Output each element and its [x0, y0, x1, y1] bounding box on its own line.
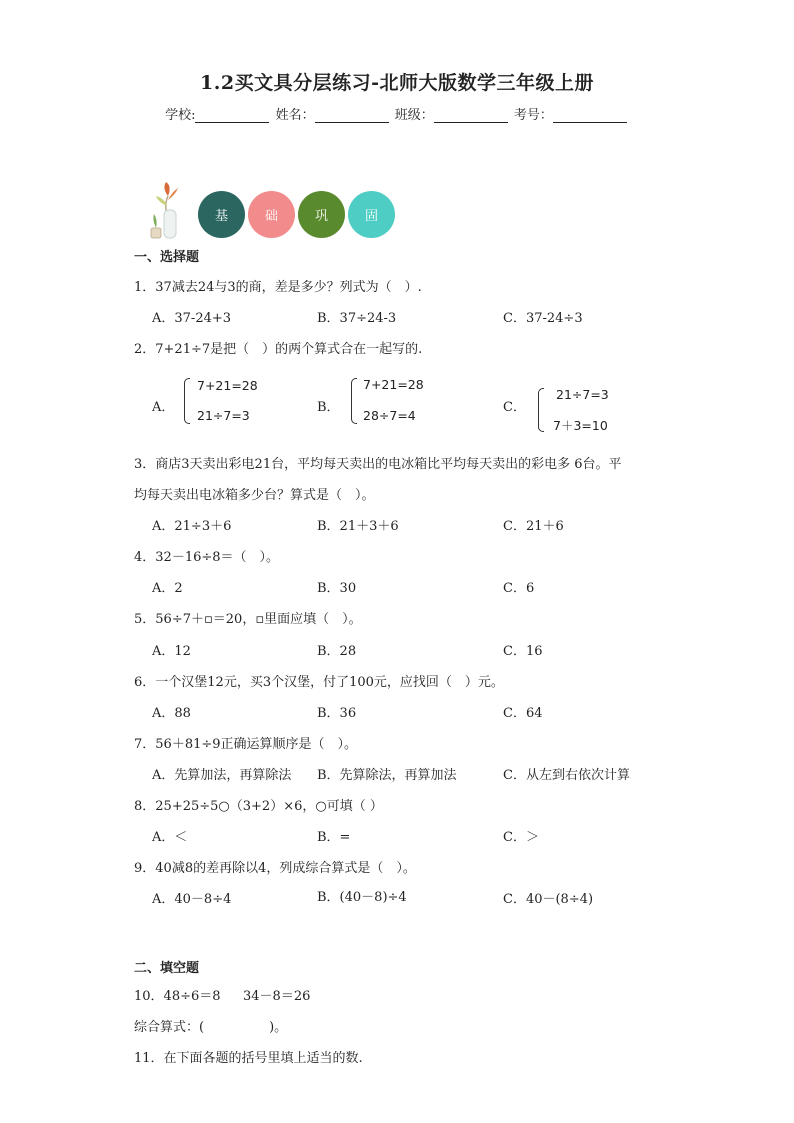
q2-c-eq1: 21÷7=3 — [556, 387, 609, 402]
q5-option-c[interactable]: C．16 — [503, 644, 543, 659]
q2-b-eq1: 7+21=28 — [363, 377, 424, 392]
q1-option-a[interactable]: A．37-24+3 — [152, 311, 232, 326]
q8-option-a[interactable]: A．＜ — [152, 830, 188, 845]
badge-chu: 础 — [248, 191, 295, 238]
question-3-line1: 3．商店3天卖出彩电21台，平均每天卖出的电冰箱比平均每天卖出的彩电多 6台。平 — [134, 457, 622, 472]
question-8: 8．25+25÷5○（3+2）×6，○可填（ ） — [134, 799, 383, 814]
badge-gu: 固 — [348, 191, 395, 238]
q7-option-c[interactable]: C．从左到右依次计算 — [503, 768, 630, 783]
badge-gong: 巩 — [298, 191, 345, 238]
name-blank[interactable] — [315, 108, 389, 123]
q5-option-a[interactable]: A．12 — [152, 644, 191, 659]
q9-option-b[interactable]: B．(40－8)÷4 — [317, 890, 407, 905]
q2-a-brace — [184, 378, 190, 424]
q1-option-c[interactable]: C．37-24÷3 — [503, 311, 583, 326]
q2-c-eq2: 7＋3=10 — [553, 418, 608, 433]
name-label: 姓名： — [275, 108, 315, 123]
student-info-line — [0, 104, 794, 123]
q4-option-b[interactable]: B．30 — [317, 581, 357, 596]
q7-option-a[interactable]: A．先算加法，再算除法 — [152, 768, 292, 783]
school-blank[interactable] — [195, 108, 269, 123]
q3-option-c[interactable]: C．21＋6 — [503, 519, 564, 534]
class-label: 班级： — [394, 108, 434, 123]
q2-a-eq2: 21÷7=3 — [197, 408, 250, 423]
q2-b-brace — [351, 378, 357, 424]
id-label: 考号： — [513, 108, 553, 123]
q2-c-brace — [538, 388, 544, 432]
q9-option-a[interactable]: A．40－8÷4 — [152, 892, 232, 907]
badge-ji: 基 — [198, 191, 245, 238]
q3-option-b[interactable]: B．21＋3＋6 — [317, 519, 399, 534]
q4-option-a[interactable]: A．2 — [152, 581, 183, 596]
question-1: 1．37减去24与3的商，差是多少？列式为（ ）. — [134, 280, 422, 295]
q2-b-eq2: 28÷7=4 — [363, 408, 416, 423]
q6-option-a[interactable]: A．88 — [152, 706, 191, 721]
page-title: 1.2买文具分层练习-北师大版数学三年级上册 — [200, 72, 594, 94]
q2-a-eq1: 7+21=28 — [197, 378, 258, 393]
q5-option-b[interactable]: B．28 — [317, 644, 357, 659]
plant-vase-icon — [148, 180, 188, 240]
q6-option-c[interactable]: C．64 — [503, 706, 543, 721]
q8-option-c[interactable]: C．＞ — [503, 830, 539, 845]
question-10-eq2: 34－8＝26 — [243, 989, 311, 1004]
id-blank[interactable] — [553, 108, 627, 123]
question-7: 7．56＋81÷9正确运算顺序是（ ）。 — [134, 737, 358, 752]
section-heading-choice: 一、选择题 — [134, 250, 200, 265]
question-10-answer[interactable]: 综合算式：( )。 — [134, 1020, 288, 1035]
q2-option-b-label[interactable]: B． — [317, 400, 340, 415]
question-5: 5．56÷7＋▫＝20，▫里面应填（ ）。 — [134, 612, 362, 627]
question-6: 6．一个汉堡12元，买3个汉堡，付了100元，应找回（ ）元。 — [134, 675, 504, 690]
q3-option-a[interactable]: A．21÷3＋6 — [152, 519, 232, 534]
question-2: 2．7+21÷7是把（ ）的两个算式合在一起写的. — [134, 342, 423, 357]
section-heading-fill: 二、填空题 — [134, 961, 200, 976]
question-3-line2: 均每天卖出电冰箱多少台？算式是（ ）。 — [134, 488, 375, 503]
q2-option-a-label[interactable]: A． — [152, 400, 175, 415]
q8-option-b[interactable]: B．= — [317, 830, 351, 845]
question-11: 11．在下面各题的括号里填上适当的数. — [134, 1051, 363, 1066]
q6-option-b[interactable]: B．36 — [317, 706, 357, 721]
question-4: 4．32－16÷8＝（ ）。 — [134, 550, 280, 565]
q9-option-c[interactable]: C．40－(8÷4) — [503, 892, 594, 907]
class-blank[interactable] — [434, 108, 508, 123]
q1-option-b[interactable]: B．37÷24-3 — [317, 311, 397, 326]
q7-option-b[interactable]: B．先算除法，再算加法 — [317, 768, 457, 783]
q2-option-c-label[interactable]: C． — [503, 400, 526, 415]
school-label: 学校: — [165, 108, 196, 123]
question-9: 9．40减8的差再除以4，列成综合算式是（ ）。 — [134, 861, 416, 876]
question-10-eq1: 10．48÷6＝8 — [134, 989, 221, 1004]
q4-option-c[interactable]: C．6 — [503, 581, 535, 596]
